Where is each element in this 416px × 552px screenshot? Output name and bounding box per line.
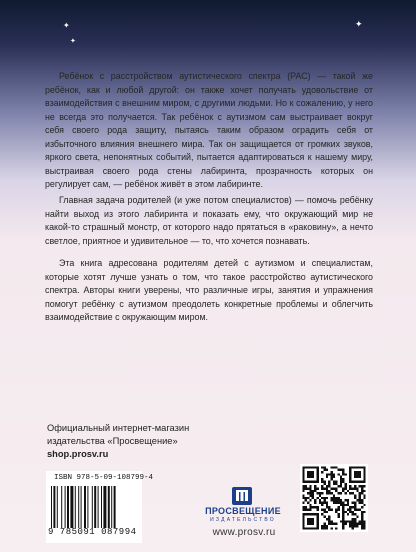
- publisher-subtitle: ИЗДАТЕЛЬСТВО: [210, 517, 276, 523]
- annotation-paragraph-2: Главная задача родителей (и уже потом специалистов) — помочь ребёнку найти выход из этого лабиринта и показать ему, что окружающий мир не какой-то страшный монстр, от которого надо прятаться в «раковину», а нечто светлое, приятное и удивительное — то, что хочется познавать.: [45, 195, 373, 246]
- shop-line-1: Официальный интернет-магазин: [47, 423, 190, 433]
- annotation-paragraph-3: Эта книга адресована родителям детей с аутизмом и специалистам, которые хотят лучше узнать о том, что такое расстройство аутистического спектра. Авторы книги уверены, что различные игры, занятия и упражнения помогут ребёнку с аутизмом преодолеть конкретные проблемы и облегчить взаимодействие с окружающим миром.: [45, 258, 373, 322]
- annotation-paragraph-1: Ребёнок с расстройством аутистического спектра (РАС) — такой же ребёнок, как и любой другой: он также хочет получать удовольствие от взаимодействия с внешним миром, с другими людьми. Но к сожалению, у него не всегда это получается. Так ребёнок с аутизмом сам выстраивает вокруг себя своего рода защиту, пытаясь таким образом оградить себя от избыточного влияния внешнего мира. Так он защищается от громких звуков, яркого света, непонятных событий, пытается адаптироваться к нашему миру, выстраивая своего рода стены лабиринта, прозрачность которых он регулирует сам, — ребёнок живёт в этом лабиринте.: [45, 71, 373, 189]
- publisher-logo: [183, 486, 303, 522]
- website-link[interactable]: www.prosv.ru: [212, 527, 276, 538]
- sparkle-icon: ✦: [355, 19, 363, 29]
- barcode-bars: [50, 486, 138, 528]
- barcode: [46, 471, 154, 543]
- sparkle-icon: ✦: [70, 38, 76, 45]
- qr-code-icon[interactable]: [300, 464, 368, 532]
- barcode-number: 9 785091 087994: [48, 527, 137, 537]
- sparkle-icon: ✦: [63, 21, 70, 30]
- shop-info: [47, 422, 189, 461]
- prosveshchenie-logo-icon: [231, 486, 253, 506]
- shop-url[interactable]: shop.prosv.ru: [47, 449, 109, 459]
- isbn-label: ISBN 978-5-09-108799-4: [54, 474, 154, 482]
- shop-line-2: издательства «Просвещение»: [47, 436, 178, 446]
- publisher-name: ПРОСВЕЩЕНИЕ: [205, 506, 281, 516]
